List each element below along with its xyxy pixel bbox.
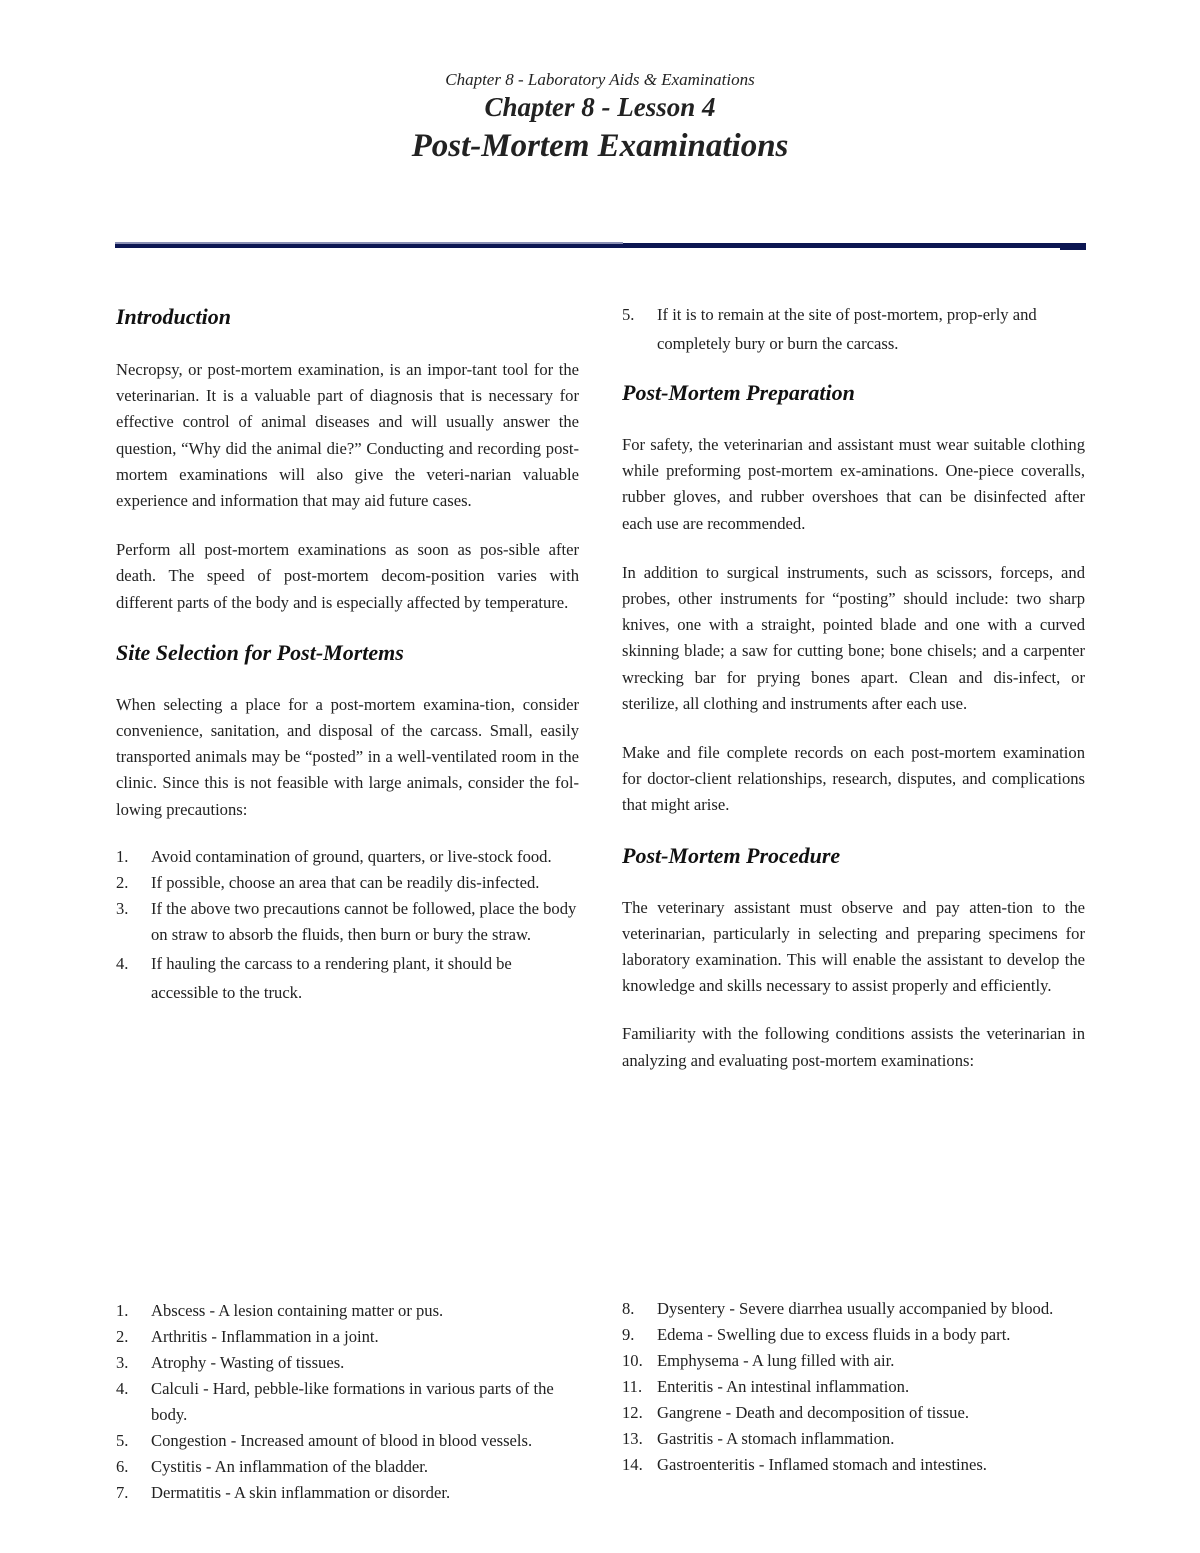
list-text: Gastritis - A stomach inflammation. xyxy=(657,1429,895,1448)
list-item xyxy=(116,949,579,1007)
list-text: Gangrene - Death and decomposition of tissue. xyxy=(657,1403,969,1422)
conditions-list xyxy=(116,1298,586,1506)
list-text: Congestion - Increased amount of blood in blood vessels. xyxy=(151,1431,533,1450)
list-number: 12. xyxy=(622,1403,643,1422)
list-number: 11. xyxy=(622,1377,643,1396)
list-item xyxy=(622,1426,1092,1452)
left-column xyxy=(116,300,579,1007)
list-text: If hauling the carcass to a rendering plant, it should be accessible to the truck. xyxy=(151,953,512,1002)
chapter-heading: Chapter 8 - Lesson 4 xyxy=(484,92,716,122)
list-number: 10. xyxy=(622,1351,643,1370)
list-number: 1. xyxy=(116,846,129,866)
conditions-list xyxy=(622,1296,1092,1478)
list-text: Cystitis - An inflammation of the bladder. xyxy=(151,1457,428,1476)
list-item xyxy=(622,1374,1092,1400)
list-item xyxy=(116,1454,586,1480)
list-text: Emphysema - A lung filled with air. xyxy=(657,1351,895,1370)
list-number: 4. xyxy=(116,1379,129,1398)
list-item xyxy=(116,870,579,896)
list-item xyxy=(116,1376,586,1428)
list-number: 5. xyxy=(116,1431,129,1450)
list-item xyxy=(622,300,1085,358)
procedure-paragraph-2: Familiarity with the following conditions assists the veterinarian in analyzing and evaluating post-mortem examinations: xyxy=(622,1024,1085,1070)
list-text: Calculi - Hard, pebble-like formations in various parts of the body. xyxy=(151,1379,554,1424)
site-selection-paragraph: When selecting a place for a post-mortem examina-tion, consider convenience, sanitation, and disposal of the carcass. Small, easily transported animals may be “posted” in a well-ventilated room in the clinic. Since this is not feasible with large animals, consider the fol-lowing precautions: xyxy=(116,694,579,819)
introduction-paragraph-1: Necropsy, or post-mortem examination, is an impor-tant tool for the veterinarian. It is a valuable part of diagnosis that is necessary for effective control of animal diseases and will usually answer the question, “Why did the animal die?” Conducting and recording post-mortem examinations will also give the veteri-narian valuable experience and information that may aid future cases. xyxy=(116,360,579,511)
preparation-paragraph-1: For safety, the veterinarian and assistant must wear suitable clothing while preforming post-mortem ex-aminations. One-piece coveralls, rubber gloves, and rubber overshoes that can be disinfected after each use are recommended. xyxy=(622,435,1085,533)
list-text: Avoid contamination of ground, quarters, or live-stock food. xyxy=(151,846,552,866)
precautions-list xyxy=(116,844,579,1007)
list-number: 7. xyxy=(116,1483,129,1502)
list-text: Dysentery - Severe diarrhea usually accompanied by blood. xyxy=(657,1299,1054,1318)
running-header: Chapter 8 - Laboratory Aids & Examinations xyxy=(445,70,755,89)
introduction-heading: Introduction xyxy=(116,304,231,329)
list-item xyxy=(116,1428,586,1454)
list-item xyxy=(116,844,579,870)
introduction-paragraph-2: Perform all post-mortem examinations as soon as pos-sible after death. The speed of post-mortem decom-position varies with different parts of the body and is especially affected by temperature. xyxy=(116,540,579,612)
site-selection-heading: Site Selection for Post-Mortems xyxy=(116,639,404,665)
list-item xyxy=(622,1296,1092,1322)
list-item xyxy=(116,1350,586,1376)
list-item xyxy=(622,1400,1092,1426)
list-text: Enteritis - An intestinal inflammation. xyxy=(657,1377,910,1396)
procedure-paragraph-1: The veterinary assistant must observe and pay atten-tion to the veterinarian, particularly in selecting and preparing specimens for laboratory examination. This will enable the assistant to develop the knowledge and skills necessary to assist properly and efficiently. xyxy=(622,897,1085,996)
list-number: 14. xyxy=(622,1455,643,1474)
list-text: If it is to remain at the site of post-mortem, prop-erly and completely bury or burn the carcass. xyxy=(657,305,1037,353)
list-item xyxy=(116,1324,586,1350)
list-number: 5. xyxy=(622,305,635,324)
list-text: Gastroenteritis - Inflamed stomach and intestines. xyxy=(657,1455,987,1474)
list-number: 8. xyxy=(622,1299,635,1318)
right-column xyxy=(622,300,1085,1074)
procedure-heading: Post-Mortem Procedure xyxy=(622,842,841,868)
list-text: Atrophy - Wasting of tissues. xyxy=(151,1353,345,1372)
list-text: If the above two precautions cannot be followed, place the body on straw to absorb the fluids, then burn or bury the straw. xyxy=(151,899,577,945)
list-item xyxy=(116,1480,586,1506)
preparation-heading: Post-Mortem Preparation xyxy=(622,380,855,405)
list-item xyxy=(622,1452,1092,1478)
preparation-paragraph-3: Make and file complete records on each post-mortem examination for doctor-client relationships, research, disputes, and complications that might arise. xyxy=(622,743,1085,815)
list-number: 9. xyxy=(622,1325,635,1344)
list-item xyxy=(622,1348,1092,1374)
list-number: 4. xyxy=(116,953,129,973)
list-text: Arthritis - Inflammation in a joint. xyxy=(151,1327,379,1346)
list-text: Abscess - A lesion containing matter or pus. xyxy=(151,1301,444,1320)
list-text: Dermatitis - A skin inflammation or disorder. xyxy=(151,1483,451,1502)
header-rule-accent xyxy=(115,242,623,244)
conditions-list-left xyxy=(116,1298,586,1506)
list-text: If possible, choose an area that can be readily dis-infected. xyxy=(151,873,540,893)
preparation-paragraph-2: In addition to surgical instruments, such as scissors, forceps, and probes, other instruments for “posting” should include: two sharp knives, one with a straight, pointed blade and one with a curved skinning blade; a saw for cutting bone; bone chisels; and a carpenter wrecking bar for prying bones apart. Clean and dis-infect, or sterilize, all clothing and instruments after each use. xyxy=(622,562,1085,713)
list-number: 1. xyxy=(116,1301,129,1320)
list-number: 3. xyxy=(116,899,129,919)
page-title: Post-Mortem Examinations xyxy=(411,128,789,164)
precautions-list-continued xyxy=(622,300,1085,358)
header-rule-cap xyxy=(1060,243,1086,250)
conditions-list-right xyxy=(622,1296,1092,1478)
list-number: 3. xyxy=(116,1353,129,1372)
list-text: Edema - Swelling due to excess fluids in a body part. xyxy=(657,1325,1011,1344)
list-number: 2. xyxy=(116,873,129,893)
list-item xyxy=(622,1322,1092,1348)
list-item xyxy=(116,1298,586,1324)
list-number: 13. xyxy=(622,1429,643,1448)
list-number: 6. xyxy=(116,1457,129,1476)
list-item xyxy=(116,896,579,948)
list-number: 2. xyxy=(116,1327,129,1346)
